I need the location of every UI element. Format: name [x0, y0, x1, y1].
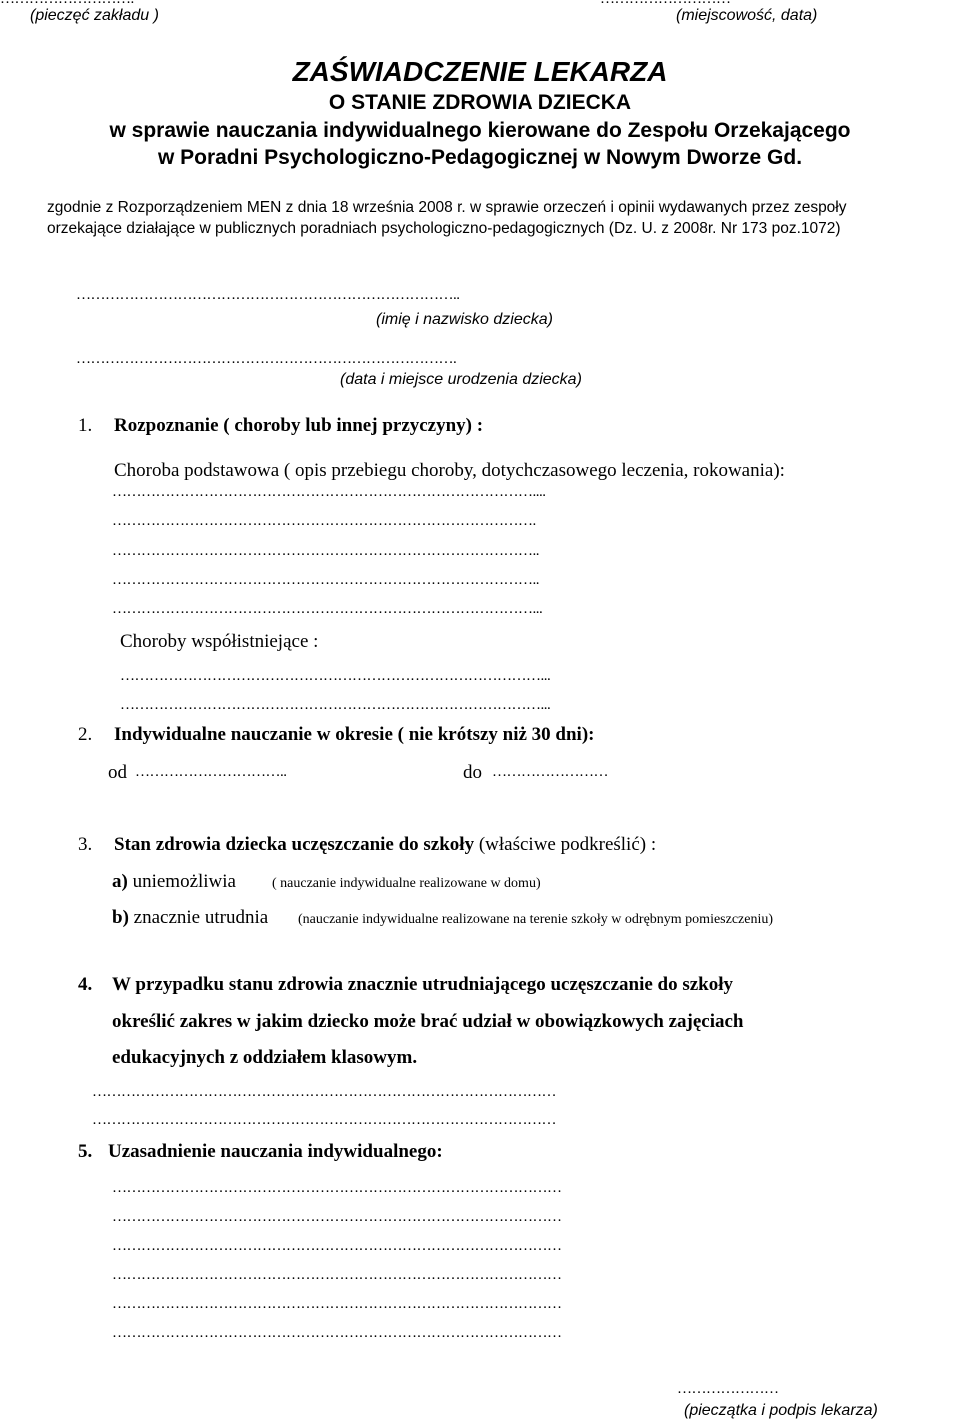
period-to-field[interactable]: …………………… — [492, 764, 608, 780]
regulation-line-2: orzekające działające w publicznych poradniach psychologiczno-pedagogicznych (Dz. U. z 2008r. Nr 173 poz.1072) — [47, 220, 841, 237]
justification-line[interactable]: ………………………………………………………………………………… — [112, 1180, 562, 1196]
child-birth-field[interactable]: ……………………………………………………………………. — [76, 351, 457, 367]
option-b-note: (nauczanie indywidualne realizowane na terenie szkoły w odrębnym pomieszczeniu) — [298, 912, 774, 927]
section-4-number: 4. — [78, 974, 93, 995]
justification-line[interactable]: ………………………………………………………………………………… — [112, 1209, 562, 1225]
section-3-title: Stan zdrowia dziecka uczęszczanie do szkoły — [114, 834, 475, 855]
justification-line[interactable]: ………………………………………………………………………………… — [112, 1325, 562, 1341]
comorbid-line[interactable]: ……………………………………………………………………………... — [120, 697, 551, 713]
justification-line[interactable]: ………………………………………………………………………………… — [112, 1267, 562, 1283]
main-disease-line[interactable]: …………………………………………………………………………….... — [112, 484, 546, 500]
period-to-label: do — [463, 762, 482, 783]
section-2-number: 2. — [78, 724, 93, 745]
justification-line[interactable]: ………………………………………………………………………………… — [112, 1238, 562, 1254]
main-disease-line[interactable]: ……………………………………………………………………………... — [112, 601, 543, 617]
section-4-answer-line[interactable]: …………………………………………………………………………………… — [92, 1112, 556, 1128]
option-b[interactable] — [112, 907, 268, 929]
section-3-number: 3. — [78, 834, 93, 855]
option-b-text: znacznie utrudnia — [133, 907, 269, 928]
option-a-letter: a) — [112, 871, 128, 892]
section-2-title: Indywidualne nauczanie w okresie ( nie krótszy niż 30 dni): — [114, 724, 595, 745]
document-title: ZAŚWIADCZENIE LEKARZA — [292, 56, 668, 87]
section-1-title: Rozpoznanie ( choroby lub innej przyczyny) : — [114, 415, 484, 436]
section-5-number: 5. — [78, 1141, 93, 1162]
title-clinic: w Poradni Psychologiczno-Pedagogicznej w Nowym Dworze Gd. — [157, 146, 803, 169]
period-from-label: od — [108, 762, 127, 783]
main-disease-line[interactable]: ……………………………………………………………………………. — [112, 513, 536, 529]
child-name-label: (imię i nazwisko dziecka) — [376, 311, 553, 328]
section-4-answer-line[interactable]: …………………………………………………………………………………… — [92, 1084, 556, 1100]
stamp-label: (pieczęć zakładu ) — [30, 7, 159, 24]
section-1-number: 1. — [78, 415, 93, 436]
main-disease-label: Choroba podstawowa ( opis przebiegu choroby, dotychczasowego leczenia, rokowania): — [114, 460, 785, 481]
section-4-line-1: W przypadku stanu zdrowia znacznie utrudniającego uczęszczanie do szkoły — [112, 974, 734, 995]
section-4-line-3: edukacyjnych z oddziałem klasowym. — [112, 1047, 418, 1068]
justification-line[interactable]: ………………………………………………………………………………… — [112, 1296, 562, 1312]
main-disease-line[interactable]: …………………………………………………………………………….. — [112, 572, 539, 588]
place-label: (miejscowość, data) — [676, 7, 818, 24]
document-subtitle: O STANIE ZDROWIA DZIECKA — [328, 91, 632, 114]
child-birth-label: (data i miejsce urodzenia dziecka) — [340, 371, 582, 388]
title-purpose: w sprawie nauczania indywidualnego kierowane do Zespołu Orzekającego — [109, 119, 851, 142]
section-3-note: (właściwe podkreślić) : — [478, 834, 657, 855]
comorbid-line[interactable]: ……………………………………………………………………………... — [120, 668, 551, 684]
period-from-field[interactable]: ………………………….. — [135, 764, 287, 780]
section-5-title: Uzasadnienie nauczania indywidualnego: — [108, 1141, 443, 1162]
comorbid-label: Choroby współistniejące : — [120, 631, 319, 652]
option-a-note: ( nauczanie indywidualne realizowane w domu) — [272, 876, 541, 891]
regulation-line-1: zgodnie z Rozporządzeniem MEN z dnia 18 września 2008 r. w sprawie orzeczeń i opinii wydawanych przez zespoły — [47, 199, 847, 216]
option-a-text: uniemożliwia — [132, 871, 236, 892]
main-disease-line[interactable]: …………………………………………………………………………….. — [112, 543, 539, 559]
option-b-letter: b) — [112, 907, 129, 928]
section-4-line-2: określić zakres w jakim dziecko może brać udział w obowiązkowych zajęciach — [112, 1011, 744, 1032]
signature-field[interactable]: ………………… — [677, 1381, 779, 1397]
child-name-field[interactable]: …………………………………………………………………….. — [76, 287, 460, 303]
signature-label: (pieczątka i podpis lekarza) — [684, 1402, 878, 1419]
section-3-heading — [114, 834, 656, 856]
option-a[interactable] — [112, 871, 236, 893]
